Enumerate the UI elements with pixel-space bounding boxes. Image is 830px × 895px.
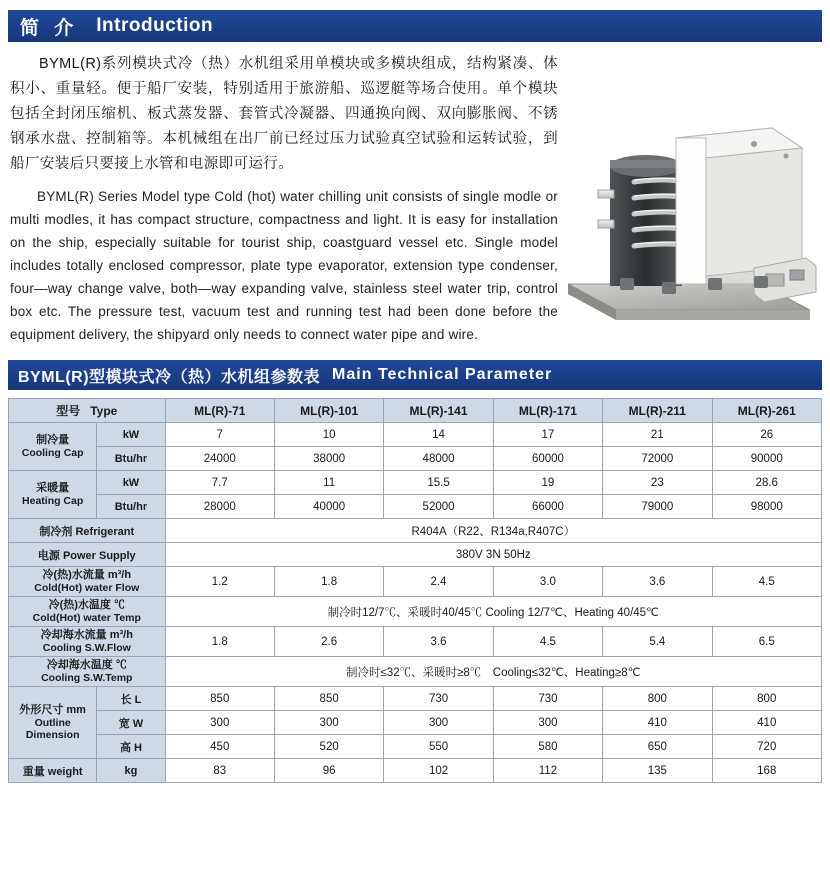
table-title-bar — [8, 360, 822, 390]
introduction-text-block — [10, 52, 558, 346]
cell-value: 1.2 — [165, 567, 274, 597]
row-label-power-supply — [9, 543, 166, 567]
product-photo — [558, 70, 820, 342]
row-label-en: Heating Cap — [22, 495, 84, 507]
cell-value: 79000 — [603, 495, 712, 519]
row-label-water-flow — [9, 567, 166, 597]
cell-value: 300 — [493, 711, 602, 735]
row-label-cn: 采暖量 — [36, 482, 70, 494]
column-header-1: ML(R)-71 — [165, 399, 274, 423]
cell-value: 7.7 — [165, 471, 274, 495]
cell-value: 40000 — [274, 495, 383, 519]
cell-value-span: 制冷时≤32℃、采暖时≥8℃ Cooling≤32℃、Heating≥8℃ — [165, 657, 821, 687]
table-row — [9, 735, 822, 759]
row-label-cn: 电源 — [37, 549, 60, 562]
row-label-en: Cold(Hot) water Temp — [32, 612, 141, 624]
row-unit: Btu/hr — [97, 447, 165, 471]
cell-value: 28.6 — [712, 471, 821, 495]
table-row — [9, 447, 822, 471]
row-unit: kg — [97, 759, 165, 783]
column-header-2: ML(R)-101 — [274, 399, 383, 423]
cell-value: 72000 — [603, 447, 712, 471]
table-title-cn: BYML(R)型模块式冷（热）水机组参数表 — [18, 368, 321, 386]
cell-value: 90000 — [712, 447, 821, 471]
cell-value: 83 — [165, 759, 274, 783]
cell-value: 300 — [384, 711, 493, 735]
section-header-introduction — [8, 10, 822, 42]
row-unit: 宽 W — [97, 711, 165, 735]
row-unit: kW — [97, 423, 165, 447]
page-root — [0, 10, 830, 895]
column-header-3: ML(R)-141 — [384, 399, 493, 423]
cell-value: 66000 — [493, 495, 602, 519]
row-label-en: Refrigerant — [75, 525, 135, 538]
header-type-cn: 型号 — [56, 404, 81, 418]
row-label-en: Outline Dimension — [25, 717, 80, 741]
table-row — [9, 687, 822, 711]
cell-value: 3.6 — [603, 567, 712, 597]
cell-value: 300 — [274, 711, 383, 735]
row-label-refrigerant — [9, 519, 166, 543]
table-row — [9, 627, 822, 657]
cell-value-span: R404A（R22、R134a,R407C） — [165, 519, 821, 543]
chiller-unit-illustration — [558, 70, 820, 342]
cell-value: 7 — [165, 423, 274, 447]
cell-value: 410 — [603, 711, 712, 735]
row-label-en: Cold(Hot) water Flow — [34, 582, 140, 594]
cell-value: 96 — [274, 759, 383, 783]
row-label-cooling-cap — [9, 423, 97, 471]
cell-value: 60000 — [493, 447, 602, 471]
row-label-cn: 冷(热)水流量 m³/h — [42, 569, 132, 581]
cell-value: 19 — [493, 471, 602, 495]
table-header-row — [9, 399, 822, 423]
table-row — [9, 519, 822, 543]
row-label-cn: 冷却海水流量 m³/h — [40, 629, 133, 641]
row-label-cn: 制冷剂 — [39, 525, 73, 538]
table-title-en: Main Technical Parameter — [332, 366, 553, 383]
cell-value: 17 — [493, 423, 602, 447]
row-label-water-temp — [9, 597, 166, 627]
cell-value: 102 — [384, 759, 493, 783]
cell-value: 168 — [712, 759, 821, 783]
cell-value: 48000 — [384, 447, 493, 471]
row-unit: 高 H — [97, 735, 165, 759]
cell-value: 1.8 — [274, 567, 383, 597]
header-type-cell — [9, 399, 166, 423]
column-header-6: ML(R)-261 — [712, 399, 821, 423]
cell-value: 6.5 — [712, 627, 821, 657]
cell-value: 15.5 — [384, 471, 493, 495]
cell-value: 135 — [603, 759, 712, 783]
row-label-en: Power Supply — [62, 549, 136, 562]
cell-value: 650 — [603, 735, 712, 759]
row-label-cn: 制冷量 — [36, 434, 70, 446]
row-label-heating-cap — [9, 471, 97, 519]
row-label-sw-temp — [9, 657, 166, 687]
row-label-weight: 重量 weight — [9, 759, 97, 783]
table-row — [9, 567, 822, 597]
intro-paragraph-chinese: BYML(R)系列模块式冷（热）水机组采用单模块或多模块组成，结构紧凑、体积小、重量轻。便于船厂安装，特别适用于旅游船、巡逻艇等场合使用。单个模块包括全封闭压缩机、板式蒸发器、套管式冷凝器、四通换向阀、双向膨胀阀、不锈钢承水盘、控制箱等。本机械组在出厂前已经过压力试验真空试验和运转试验，到船厂安装后只要接上水管和电源即可运行。 — [10, 56, 558, 172]
cell-value: 3.0 — [493, 567, 602, 597]
cell-value: 1.8 — [165, 627, 274, 657]
row-unit: Btu/hr — [97, 495, 165, 519]
cell-value: 21 — [603, 423, 712, 447]
table-row — [9, 423, 822, 447]
cell-value: 52000 — [384, 495, 493, 519]
section-title-en: Introduction — [96, 15, 214, 36]
table-row — [9, 711, 822, 735]
table-row — [9, 495, 822, 519]
row-label-cn: 外形尺寸 mm — [19, 704, 86, 716]
introduction-body — [10, 52, 822, 346]
column-header-4: ML(R)-171 — [493, 399, 602, 423]
cell-value: 38000 — [274, 447, 383, 471]
row-unit: kW — [97, 471, 165, 495]
cell-value: 14 — [384, 423, 493, 447]
cell-value: 850 — [274, 687, 383, 711]
cell-value: 800 — [712, 687, 821, 711]
cell-value: 720 — [712, 735, 821, 759]
row-label-cn: 冷(热)水温度 ℃ — [48, 599, 125, 611]
cell-value: 730 — [493, 687, 602, 711]
cell-value: 98000 — [712, 495, 821, 519]
row-label-en: Cooling Cap — [21, 447, 84, 459]
cell-value: 850 — [165, 687, 274, 711]
cell-value: 520 — [274, 735, 383, 759]
row-label-en: Cooling S.W.Flow — [42, 642, 131, 654]
row-label-cn: 冷却海水温度 ℃ — [46, 659, 127, 671]
cell-value: 300 — [165, 711, 274, 735]
header-type-en: Type — [90, 404, 118, 418]
cell-value: 112 — [493, 759, 602, 783]
cell-value: 11 — [274, 471, 383, 495]
technical-parameter-table — [8, 398, 822, 783]
cell-value: 24000 — [165, 447, 274, 471]
cell-value: 5.4 — [603, 627, 712, 657]
cell-value: 3.6 — [384, 627, 493, 657]
cell-value: 26 — [712, 423, 821, 447]
table-row — [9, 597, 822, 627]
table-row — [9, 471, 822, 495]
row-label-sw-flow — [9, 627, 166, 657]
cell-value: 4.5 — [493, 627, 602, 657]
intro-paragraph-english: BYML(R) Series Model type Cold (hot) water chilling unit consists of single modle or multi modles, it has compact structure, compactness and light. It is easy for installation on the ship, especially suitable for tourist ship, coastguard vessel etc. Single model includes totally enclosed compressor, plate type evaporator, extension type condenser, four—way change valve, both—way expanding valve, stainless steel water trip, control box etc. The pressure test, vacuum test and running test had been done before the equipment delivery, the shipyard only needs to connect water pipe and wire. — [10, 189, 558, 342]
cell-value: 23 — [603, 471, 712, 495]
cell-value: 410 — [712, 711, 821, 735]
cell-value: 2.6 — [274, 627, 383, 657]
cell-value: 4.5 — [712, 567, 821, 597]
cell-value: 450 — [165, 735, 274, 759]
row-label-outline-dimension — [9, 687, 97, 759]
column-header-5: ML(R)-211 — [603, 399, 712, 423]
cell-value-span: 制冷时12/7℃、采暖时40/45℃ Cooling 12/7℃、Heating 40/45℃ — [165, 597, 821, 627]
table-row — [9, 543, 822, 567]
cell-value-span: 380V 3N 50Hz — [165, 543, 821, 567]
cell-value: 28000 — [165, 495, 274, 519]
cell-value: 800 — [603, 687, 712, 711]
row-label-en: Cooling S.W.Temp — [41, 672, 133, 684]
table-row — [9, 759, 822, 783]
cell-value: 580 — [493, 735, 602, 759]
row-unit: 长 L — [97, 687, 165, 711]
section-title-cn: 简 介 — [20, 17, 79, 39]
cell-value: 730 — [384, 687, 493, 711]
cell-value: 550 — [384, 735, 493, 759]
cell-value: 2.4 — [384, 567, 493, 597]
cell-value: 10 — [274, 423, 383, 447]
table-row — [9, 657, 822, 687]
